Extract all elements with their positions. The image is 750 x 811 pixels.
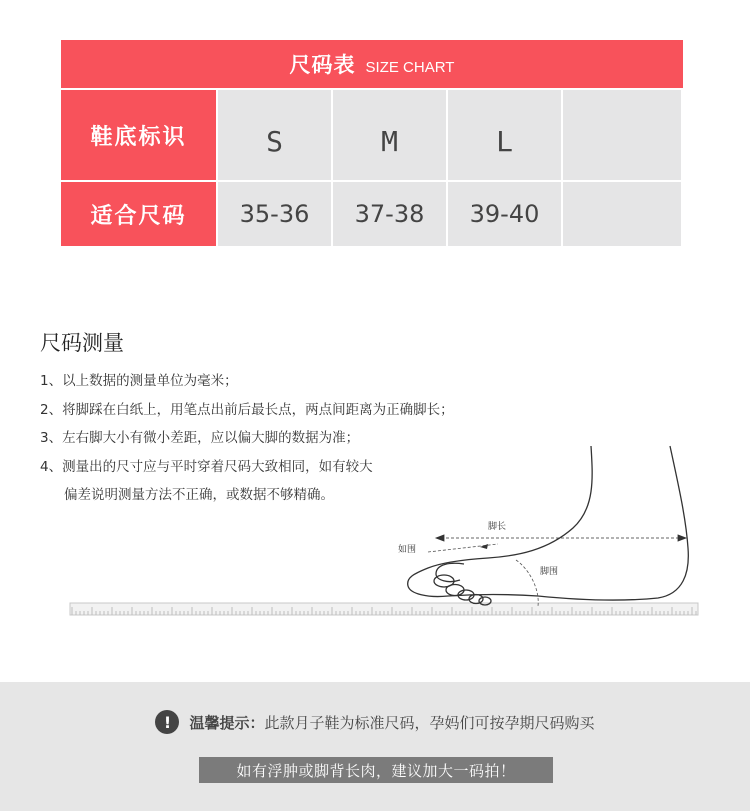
foot-outline-icon <box>408 446 689 605</box>
fit-size-label: 适合尺码 <box>61 182 216 246</box>
size-range-l: 39-40 <box>446 182 561 246</box>
sole-mark-row <box>61 88 683 180</box>
foot-measurement-diagram <box>58 428 714 628</box>
fit-size-row <box>61 180 683 246</box>
tip-banner <box>0 682 750 811</box>
size-chart-subtitle: SIZE CHART <box>365 58 455 76</box>
advice-box: 如有浮肿或脚背长肉，建议加大一码拍！ <box>199 757 553 783</box>
size-chart-title: 尺码表 <box>289 53 356 77</box>
size-chart-header <box>61 40 683 88</box>
toe-girth-label: 如围 <box>398 545 417 555</box>
empty-cell <box>561 182 681 246</box>
tip-label: 温馨提示： <box>189 713 265 732</box>
measurement-note-1: 1、以上数据的测量单位为毫米； <box>40 373 238 389</box>
size-letter-s: S <box>216 90 331 180</box>
tip-message <box>189 712 594 733</box>
size-letter-l: L <box>446 90 561 180</box>
empty-cell <box>561 90 681 180</box>
foot-length-arrow <box>436 535 686 541</box>
ruler-icon <box>70 603 698 615</box>
measurement-note-5: 偏差说明测量方法不正确，或数据不够精确。 <box>64 487 334 503</box>
measurement-note-3: 3、左右脚大小有微小差距，应以偏大脚的数据为准； <box>40 430 360 446</box>
measurement-note-2: 2、将脚踩在白纸上，用笔点出前后最长点，两点间距离为正确脚长； <box>40 402 454 418</box>
measurement-title: 尺码测量 <box>40 331 124 355</box>
measurement-note-4: 4、测量出的尺寸应与平时穿着尺码大致相同，如有较大 <box>40 459 373 475</box>
exclamation-icon: ! <box>155 710 179 734</box>
size-letter-m: M <box>331 90 446 180</box>
foot-length-label: 脚长 <box>488 522 507 532</box>
tip-line <box>0 710 750 734</box>
size-range-m: 37-38 <box>331 182 446 246</box>
sole-mark-label: 鞋底标识 <box>61 90 216 180</box>
size-range-s: 35-36 <box>216 182 331 246</box>
size-chart-table <box>61 40 683 246</box>
tip-body: 此款月子鞋为标准尺码，孕妈们可按孕期尺码购买 <box>264 713 595 732</box>
foot-girth-label: 脚围 <box>540 567 559 577</box>
